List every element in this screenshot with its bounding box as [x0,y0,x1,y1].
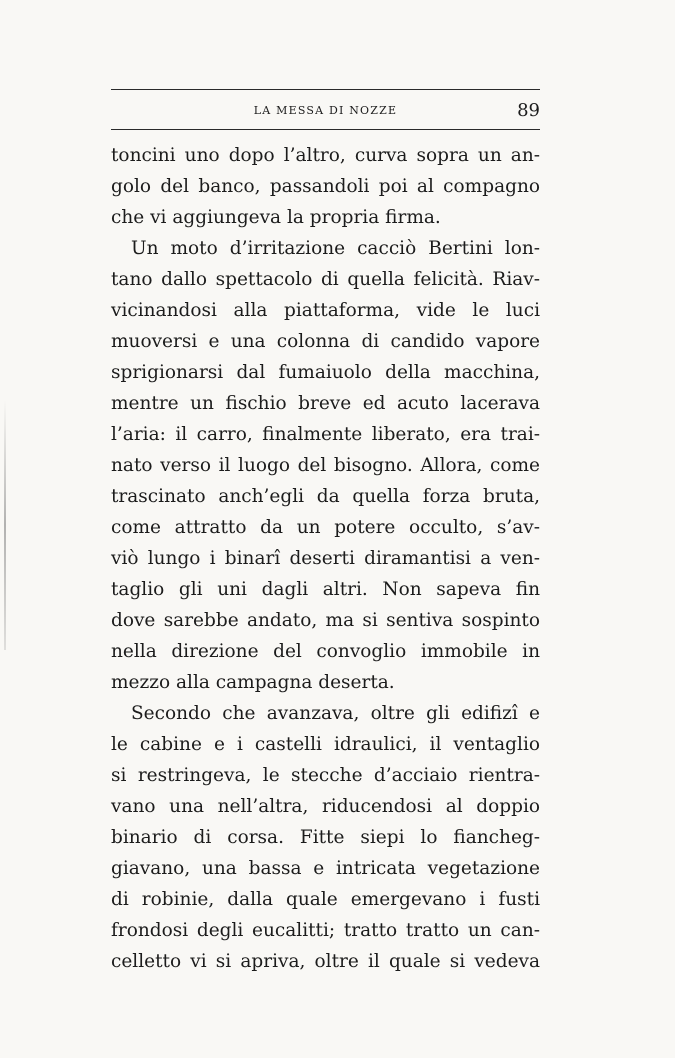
header-rule-bottom [111,129,540,130]
text-line: dove sarebbe andato, ma si sentiva sospinto [111,610,540,631]
page-number: 89 [517,100,540,121]
text-line: nella direzione del convoglio immobile in [111,641,540,662]
text-line: sprigionarsi dal fumaiuolo della macchina, [111,362,540,383]
header-rule-top [111,89,540,90]
running-title: LA MESSA DI NOZZE [253,104,398,117]
text-line: come attratto da un potere occulto, s’av- [111,517,540,538]
running-head [111,99,540,123]
text-line: vicinandosi alla piattaforma, vide le luci [111,300,540,321]
text-line: muoversi e una colonna di candido vapore [111,331,540,352]
text-line: le cabine e i castelli idraulici, il ventaglio [111,734,540,755]
text-line: mentre un fischio breve ed acuto lacerava [111,393,540,414]
text-line: celletto vi si apriva, oltre il quale si vedeva [111,951,540,972]
binding-edge-shadow [4,400,6,650]
text-line: viò lungo i binarî deserti diramantisi a ven- [111,548,540,569]
text-line: binario di corsa. Fitte siepi lo fiancheg- [111,827,540,848]
text-line: mezzo alla campagna deserta. [111,672,395,693]
body-text [111,140,540,977]
text-line: si restringeva, le stecche d’acciaio rientra- [111,765,540,786]
text-line: Un moto d’irritazione cacciò Bertini lon- [131,238,540,259]
text-line: di robinie, dalla quale emergevano i fusti [111,889,540,910]
text-line: Secondo che avanzava, oltre gli edifizî e [131,703,540,724]
text-line: nato verso il luogo del bisogno. Allora, come [111,455,540,476]
text-line: frondosi degli eucalitti; tratto tratto un can- [111,920,540,941]
text-line: taglio gli uni dagli altri. Non sapeva fin [111,579,540,600]
text-line: giavano, una bassa e intricata vegetazione [111,858,540,879]
text-line: toncini uno dopo l’altro, curva sopra un an- [111,145,540,166]
text-line: trascinato anch’egli da quella forza bruta, [111,486,540,507]
text-line: l’aria: il carro, finalmente liberato, era trai- [111,424,540,445]
text-line: che vi aggiungeva la propria firma. [111,207,441,228]
text-line: golo del banco, passandoli poi al compagno [111,176,540,197]
text-line: vano una nell’altra, riducendosi al doppio [111,796,540,817]
text-line: tano dallo spettacolo di quella felicità. Riav- [111,269,540,290]
